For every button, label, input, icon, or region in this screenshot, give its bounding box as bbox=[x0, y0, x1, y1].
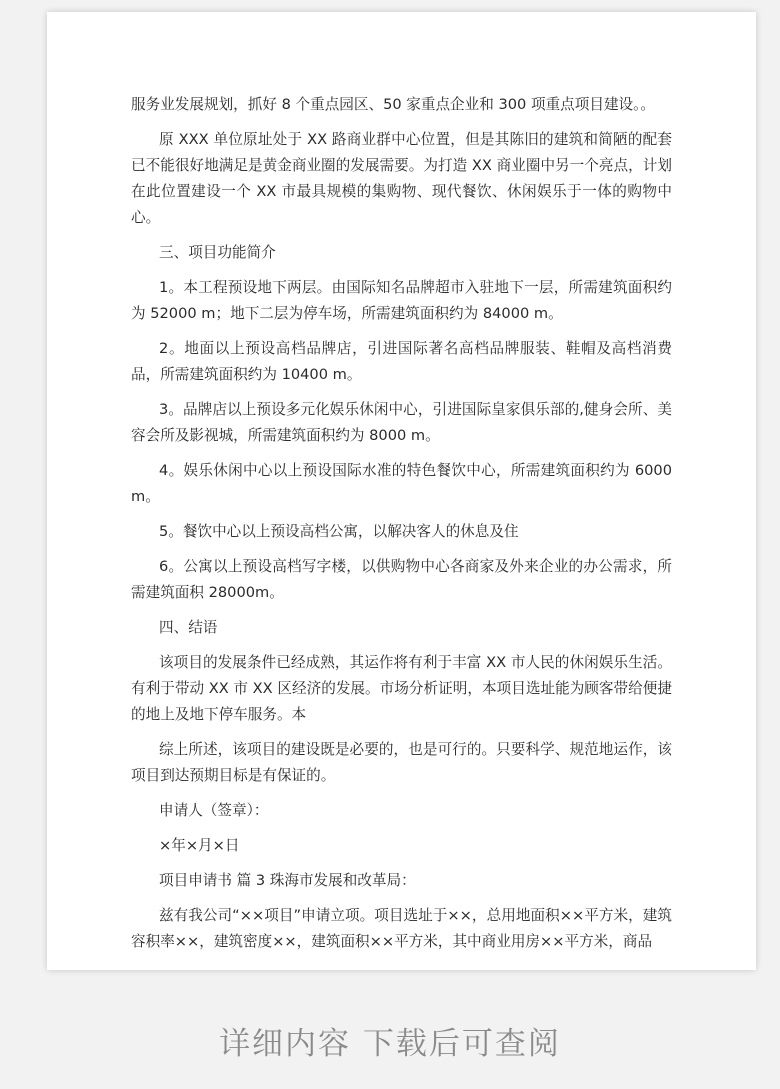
paragraph-item-1: 1。本工程预设地下两层。由国际知名品牌超市入驻地下一层，所需建筑面积约为 52000 m；地下二层为停车场，所需建筑面积约为 84000 m。 bbox=[131, 279, 672, 322]
section-heading-4: 四、结语 bbox=[159, 619, 218, 636]
paragraph-item-5: 5。餐饮中心以上预设高档公寓，以解决客人的休息及住 bbox=[159, 523, 519, 540]
application-title: 项目申请书 篇 3 珠海市发展和改革局： bbox=[159, 872, 416, 889]
paragraph-item-3: 3。品牌店以上预设多元化娱乐休闲中心，引进国际皇家俱乐部的,健身会所、美容会所及影视城，所需建筑面积约为 8000 m。 bbox=[131, 401, 672, 444]
paragraph-item-4: 4。娱乐休闲中心以上预设国际水准的特色餐饮中心，所需建筑面积约为 6000 m。 bbox=[131, 462, 672, 505]
paragraph-item-6: 6。公寓以上预设高档写字楼，以供购物中心各商家及外来企业的办公需求，所需建筑面积 28000m。 bbox=[131, 558, 672, 601]
section-heading-3: 三、项目功能简介 bbox=[159, 244, 276, 261]
download-notice: 详细内容 下载后可查阅 bbox=[219, 1026, 561, 1062]
applicant-signature: 申请人（签章）： bbox=[159, 802, 269, 819]
date-line: ×年×月×日 bbox=[159, 837, 240, 854]
application-body: 兹有我公司“××项目”申请立项。项目选址于××，总用地面积××平方米，建筑容积率××，建筑密度××，建筑面积××平方米，其中商业用房××平方米，商品 bbox=[131, 907, 672, 950]
paragraph-conclusion-2: 综上所述，该项目的建设既是必要的，也是可行的。只要科学、规范地运作，该项目到达预期目标是有保证的。 bbox=[131, 741, 672, 784]
paragraph-conclusion-1: 该项目的发展条件已经成熟，其运作将有利于丰富 XX 市人民的休闲娱乐生活。有利于带动 XX 市 XX 区经济的发展。市场分析证明，本项目选址能为顾客带给便捷的地上及地下停车服务。本 bbox=[131, 654, 672, 723]
paragraph-2: 原 XXX 单位原址处于 XX 路商业群中心位置，但是其陈旧的建筑和简陋的配套已不能很好地满足是黄金商业圈的发展需要。为打造 XX 商业圈中另一个亮点，计划在此位置建设一个 XX 市最具规模的集购物、现代餐饮、休闲娱乐于一体的购物中心。 bbox=[131, 131, 672, 226]
paragraph-item-2: 2。地面以上预设高档品牌店，引进国际著名高档品牌服装、鞋帽及高档消费品，所需建筑面积约为 10400 m。 bbox=[131, 340, 672, 383]
document-page bbox=[47, 12, 756, 970]
paragraph-1: 服务业发展规划，抓好 8 个重点园区、50 家重点企业和 300 项重点项目建设。。 bbox=[131, 96, 656, 113]
